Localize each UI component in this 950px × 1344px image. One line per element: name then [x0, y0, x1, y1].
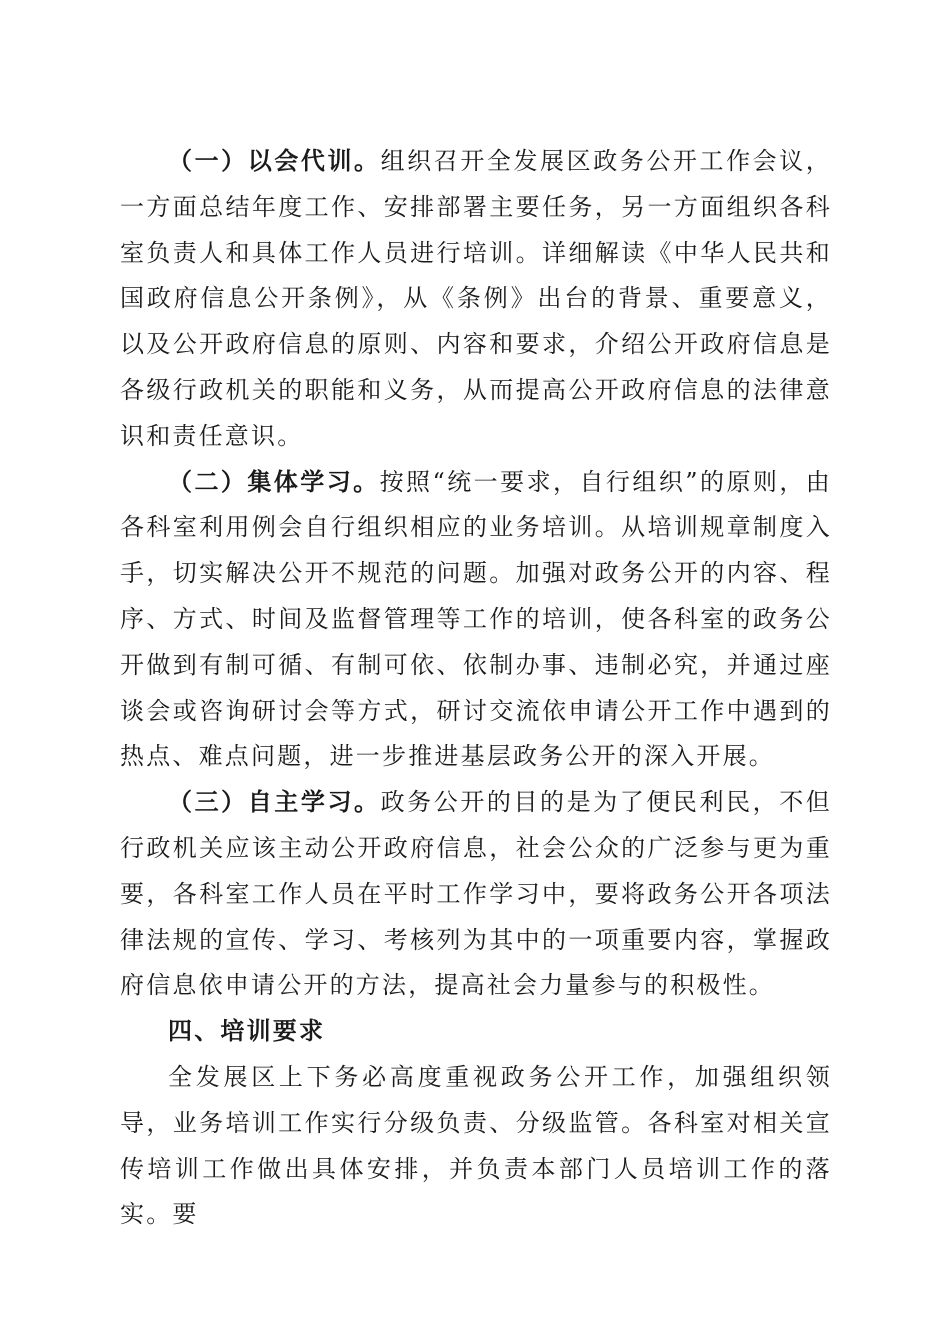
paragraph-meeting-training [120, 139, 832, 460]
paragraph-text: 组织召开全发展区政务公开工作会议，一方面总结年度工作、安排部署主要任务，另一方面组织各科室负责人和具体工作人员进行培训。详细解读《中华人民共和国政府信息公开条例》，从《条例》出台的背景、重要意义，以及公开政府信息的原则、内容和要求，介绍公开政府信息是各级行政机关的职能和义务，从而提高公开政府信息的法律意识和责任意识。 [120, 147, 832, 450]
paragraph-lead: （一）以会代训。 [168, 147, 381, 175]
paragraph-lead: （二）集体学习。 [168, 467, 380, 496]
paragraph-self-study [120, 780, 832, 1009]
paragraph-lead: （三）自主学习。 [168, 788, 381, 817]
paragraph-training-requirements: 全发展区上下务必高度重视政务公开工作，加强组织领导，业务培训工作实行分级负责、分级监管。各科室对相关宣传培训工作做出具体安排，并负责本部门人员培训工作的落实。要 [120, 1062, 832, 1229]
section-heading-training-requirements: 四、培训要求 [168, 1017, 326, 1046]
paragraph-text: 按照“统一要求，自行组织”的原则，由各科室利用例会自行组织相应的业务培训。从培训规章制度入手，切实解决公开不规范的问题。加强对政务公开的内容、程序、方式、时间及监督管理等工作的培训，使各科室的政务公开做到有制可循、有制可依、依制办事、违制必究，并通过座谈会或咨询研讨会等方式，研讨交流依申请公开工作中遇到的热点、难点问题，进一步推进基层政务公开的深入开展。 [120, 467, 832, 771]
paragraph-group-study [120, 460, 832, 781]
paragraph-text: 政务公开的目的是为了便民利民，不但行政机关应该主动公开政府信息，社会公众的广泛参与更为重要，各科室工作人员在平时工作学习中，要将政务公开各项法律法规的宣传、学习、考核列为其中的一项重要内容，掌握政府信息依申请公开的方法，提高社会力量参与的积极性。 [120, 788, 832, 1000]
document-body [120, 139, 832, 1238]
